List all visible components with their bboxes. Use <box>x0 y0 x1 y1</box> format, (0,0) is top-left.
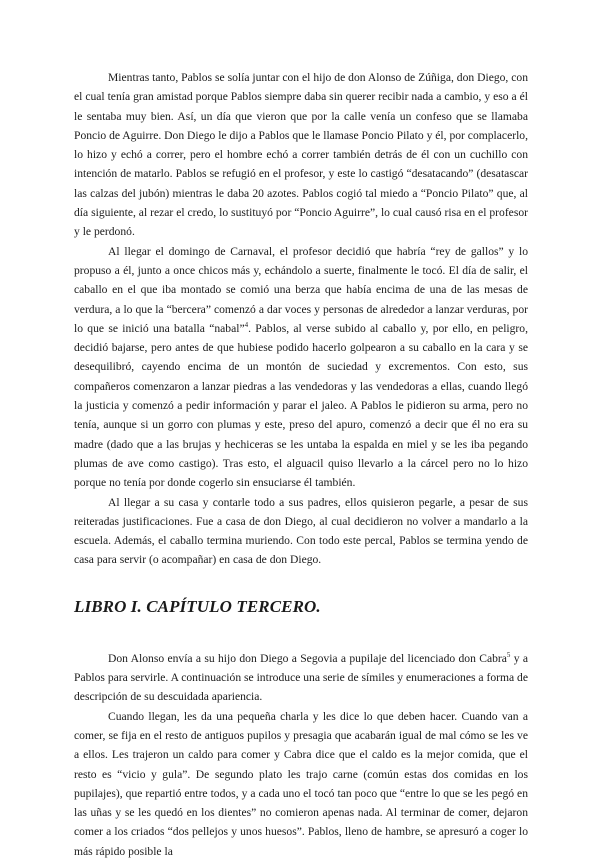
body-paragraph: Mientras tanto, Pablos se solía juntar con el hijo de don Alonso de Zúñiga, don Diego, con el cual tenía gran amistad porque Pablos siempre daba sin querer recibir nada a cambio, y eso a él le sentaba muy bien. Así, un día que vieron que por la calle venía un confeso que se llamaba Poncio de Aguirre. Don Diego le dijo a Pablos que le llamase Poncio Pilato y él, por complacerlo, lo hizo y echó a correr, pero el hombre echó a correr también detrás de él con un cuchillo con intención de matarlo. Pablos se refugió en el profesor, y este lo castigó “desatacando” (desatascar las calzas del jubón) mientras le daba 20 azotes. Pablos cogió tal miedo a “Poncio Pilato” que, al día siguiente, al rezar el credo, lo sustituyó por “Poncio Aguirre”, lo cual causó risa en el profesor y le perdonó. <box>74 71 528 239</box>
paragraph-text: Don Alonso envía a su hijo don Diego a Segovia a pupilaje del licenciado don Cabra <box>108 651 507 665</box>
body-paragraph <box>74 242 528 493</box>
body-paragraph: Al llegar a su casa y contarle todo a sus padres, ellos quisieron pegarle, a pesar de sus reiteradas justificaciones. Fue a casa de don Diego, al cual decidieron no volver a mandarlo a la escuela. Además, el caballo termina muriendo. Con todo este percal, Pablos se termina yendo de casa para servir (o acompañar) en casa de don Diego. <box>74 495 528 567</box>
body-paragraph: Cuando llegan, les da una pequeña charla y les dice lo que deben hacer. Cuando van a comer, se fija en el resto de antiguos pupilos y presagia que acabarán igual de mal cómo se les ve a ellos. Les trajeron un caldo para comer y Cabra dice que el caldo es la mejor comida, que el resto es “vicio y gula”. De segundo plato les trajo carne (común estas dos comidas en los pupilajes), que repartió entre todos, y a cada uno el tocó tan poco que “entre lo que se les pegó en las uñas y se les quedó en los dientes” no comieron apenas nada. Al terminar de comer, dejaron comer a los criados “dos pellejos y unos huesos”. Pablos, lleno de hambre, se apresuró a coger lo más rápido posible la <box>74 709 528 858</box>
footnote-marker[interactable]: 4 <box>244 321 249 329</box>
paragraph-text: y a Pablos para servirle. A continuación se introduce una serie de símiles y enumeraciones a forma de descripción de su descuidada apariencia. <box>74 651 529 704</box>
body-paragraph <box>74 649 528 707</box>
chapter-heading: LIBRO I. CAPÍTULO TERCERO. <box>74 596 321 616</box>
paragraph-text: Al llegar el domingo de Carnaval, el profesor decidió que habría “rey de gallos” y lo propuso a él, junto a once chicos más y, echándolo a suerte, finalmente le tocó. El día de salir, el caballo en el que iba montado se comió una berza que había encima de una de las mesas de verdura, a lo que la “bercera” comenzó a dar voces y personas de alrededor a lanzar verduras, por lo que se inició una batalla “nabal” <box>74 244 528 335</box>
footnote-marker[interactable]: 5 <box>506 650 511 659</box>
paragraph-text: . Pablos, al verse subido al caballo y, por ello, en peligro, decidió bajarse, pero antes de que hubiese podido hacerlo golpearon a su caballo en la cara y se desequilibró, cayendo encima de un montón de suciedad y excrementos. Con esto, sus compañeros comenzaron a lanzar piedras a las vendedoras y las vendedoras a ellas, cuando llegó la justicia y comenzó a pedir información y parar el jaleo. A Pablos le pidieron su arma, pero no tenía, aunque si un gorro con plumas y este, preso del apuro, comenzó a decir que él no era su madre (dado que a las brujas y hechiceras se les untaba la espalda en miel y se les iba pegando plumas de ave como castigo). Tras esto, el alguacil quiso llevarlo a la cárcel pero no lo hizo porque no tenía por donde cogerlo sin ensuciarse él también. <box>74 321 528 490</box>
document-page <box>74 68 528 861</box>
